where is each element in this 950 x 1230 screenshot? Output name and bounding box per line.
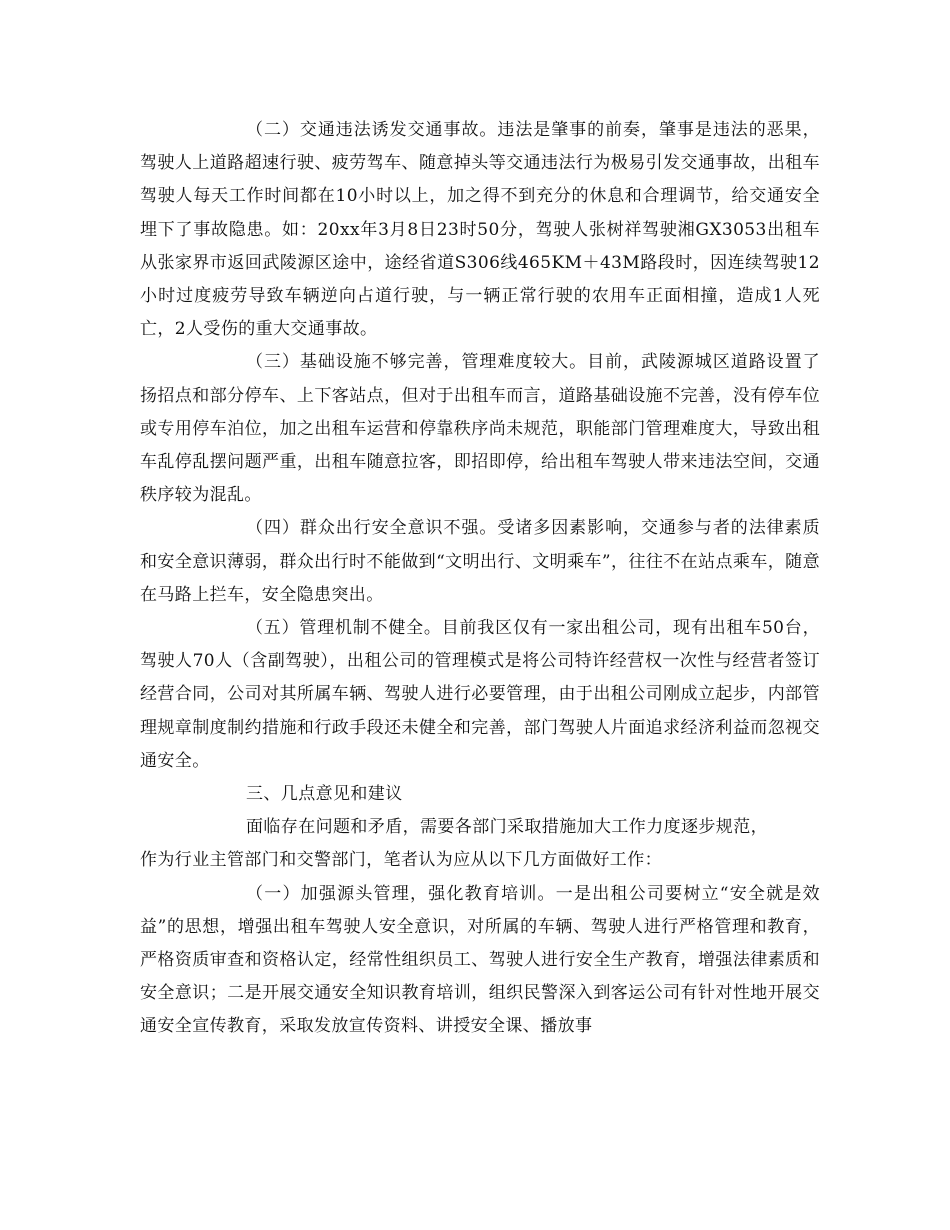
paragraph-management-mechanism: （五）管理机制不健全。目前我区仅有一家出租公司，现有出租车50台，驾驶人70人（含副驾驶），出租公司的管理模式是将公司特许经营权一次性与经营者签订经营合同，公司对其所属车辆、驾驶人进行必要管理，由于出租公司刚成立起步，内部管理规章制度制约措施和行政手段还未健全和完善，部门驾驶人片面追求经济利益而忽视交通安全。	[140, 618, 820, 771]
lead-line-1: 面临存在问题和矛盾，需要各部门采取措施加大工作力度逐步规范，	[246, 817, 768, 838]
lead-line-2: 作为行业主管部门和交警部门，笔者认为应从以下几方面做好工作：	[140, 850, 662, 871]
lead-paragraph	[140, 811, 820, 877]
paragraph-public-awareness: （四）群众出行安全意识不强。受诸多因素影响，交通参与者的法律素质和安全意识薄弱，群众出行时不能做到“文明出行、文明乘车”，往往不在站点乘车，随意在马路上拦车，安全隐患突出。	[140, 518, 820, 605]
section-heading: 三、几点意见和建议	[246, 784, 403, 805]
paragraph-traffic-violations: （二）交通违法诱发交通事故。违法是肇事的前奏，肇事是违法的恶果，驾驶人上道路超速行驶、疲劳驾车、随意掉头等交通违法行为极易引发交通事故，出租车驾驶人每天工作时间都在10小时以上，加之得不到充分的休息和合理调节，给交通安全埋下了事故隐患。如：20xx年3月8日23时50分，驾驶人张树祥驾驶湘GX3053出租车从张家界市返回武陵源区途中，途经省道S306线465KM＋43M路段时，因连续驾驶12小时过度疲劳导致车辆逆向占道行驶，与一辆正常行驶的农用车正面相撞，造成1人死亡，2人受伤的重大交通事故。	[140, 120, 820, 340]
paragraph-infrastructure: （三）基础设施不够完善，管理难度较大。目前，武陵源城区道路设置了扬招点和部分停车、上下客站点，但对于出租车而言，道路基础设施不完善，没有停车位或专用停车泊位，加之出租车运营和停靠秩序尚未规范，职能部门管理难度大，导致出租车乱停乱摆问题严重，出租车随意拉客，即招即停，给出租车驾驶人带来违法空间，交通秩序较为混乱。	[140, 352, 820, 506]
paragraph-source-management: （一）加强源头管理，强化教育培训。一是出租公司要树立“安全就是效益”的思想，增强出租车驾驶人安全意识，对所属的车辆、驾驶人进行严格管理和教育，严格资质审查和资格认定，经常性组织员工、驾驶人进行安全生产教育，增强法律素质和安全意识；二是开展交通安全知识教育培训，组织民警深入到客运公司有针对性地开展交通安全宣传教育，采取发放宣传资料、讲授安全课、播放事	[140, 883, 820, 1037]
document-body	[140, 114, 820, 1044]
